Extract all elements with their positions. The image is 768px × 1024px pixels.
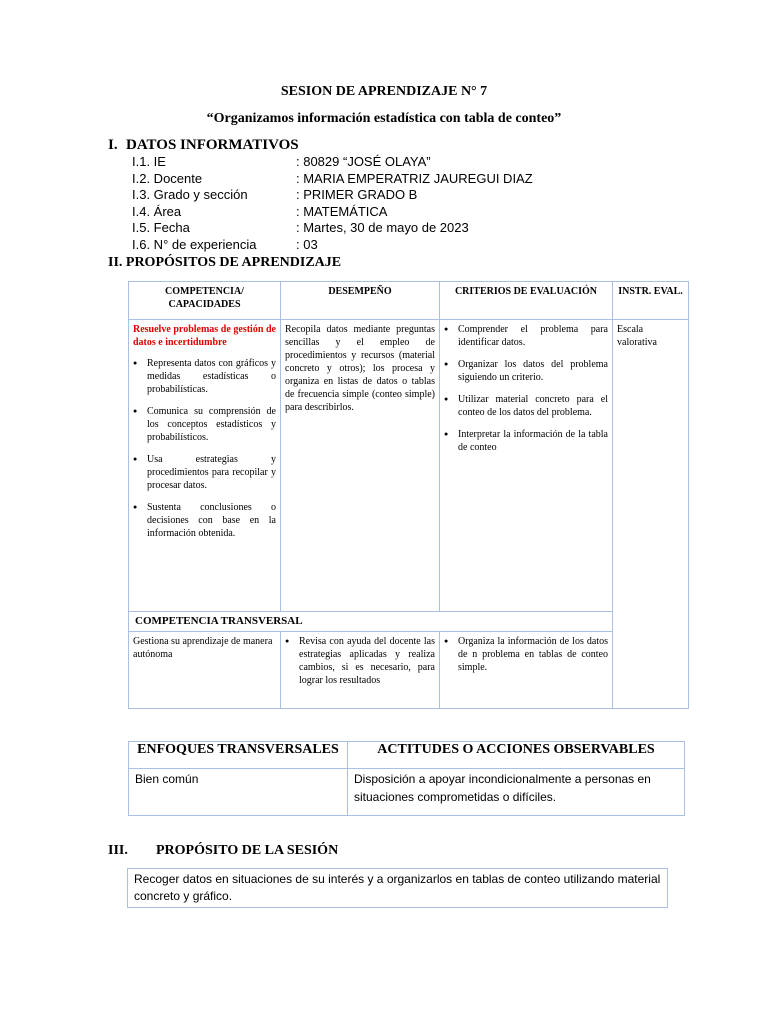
- datos-key: I.3. Grado y sección: [132, 187, 248, 203]
- datos-value: : PRIMER GRADO B: [296, 187, 418, 203]
- capacidades-list: [133, 357, 276, 540]
- proposito-sesion-box: Recoger datos en situaciones de su interés y a organizarlos en tablas de conteo utilizando material concreto y gráfico.: [127, 868, 668, 908]
- transversal-row: [129, 632, 689, 709]
- instrumento-cell: Escala valorativa: [613, 320, 689, 709]
- transversal-desempeno-list: [285, 635, 435, 687]
- page-title: SESION DE APRENDIZAJE N° 7: [280, 84, 488, 99]
- page-subtitle: “Organizamos información estadística con tabla de conteo”: [206, 111, 562, 126]
- enfoques-header-row: [129, 742, 685, 769]
- transversal-header-row: [129, 612, 689, 632]
- desempeno-cell: Recopila datos mediante preguntas sencillas y el empleo de procedimientos y recursos (material concreto y otros); los procesa y organiza en listas de datos o tablas de frecuencia simple (conteo simple) para describirlos.: [281, 320, 440, 612]
- transversal-criterio-item: ● Organiza la información de los datos de n problema en tablas de conteo simple.: [444, 635, 608, 674]
- section-3-title: PROPÓSITO DE LA SESIÓN: [156, 843, 339, 858]
- datos-key: I.5. Fecha: [132, 220, 190, 236]
- header-criterios: CRITERIOS DE EVALUACIÓN: [440, 282, 613, 320]
- criterio-item: ● Organizar los datos del problema siguiendo un criterio.: [444, 358, 608, 384]
- propositos-header-row: [129, 282, 689, 320]
- transversal-desempeno-item: ● Revisa con ayuda del docente las estrategias aplicadas y realiza cambios, si es necesario, para lograr los resultados: [285, 635, 435, 687]
- datos-row-grado: [132, 187, 533, 204]
- capacidad-item: ● Representa datos con gráficos y medidas estadísticas o probabilísticas.: [133, 357, 276, 396]
- section-2-title: II. PROPÓSITOS DE APRENDIZAJE: [108, 255, 342, 270]
- datos-key: I.6. N° de experiencia: [132, 236, 257, 252]
- competencia-transversal-heading: COMPETENCIA TRANSVERSAL: [129, 612, 613, 632]
- transversal-competencia-cell: Gestiona su aprendizaje de manera autónoma: [129, 632, 281, 709]
- competencia-name: Resuelve problemas de gestión de datos e incertidumbre: [133, 324, 276, 348]
- competencia-cell: [129, 320, 281, 612]
- header-competencia: COMPETENCIA/ CAPACIDADES: [129, 282, 281, 320]
- datos-value: : Martes, 30 de mayo de 2023: [296, 220, 469, 236]
- section-3-number: III.: [108, 843, 128, 858]
- criterios-list: [444, 323, 608, 454]
- datos-row-experiencia: [132, 237, 533, 254]
- datos-row-area: [132, 204, 533, 221]
- datos-value: : 03: [296, 236, 318, 252]
- transversal-criterio-cell: [440, 632, 613, 709]
- propositos-table: [128, 281, 689, 709]
- criterio-item: ● Interpretar la información de la tabla de conteo: [444, 428, 608, 454]
- capacidad-item: ● Sustenta conclusiones o decisiones con base en la información obtenida.: [133, 501, 276, 540]
- datos-key: I.2. Docente: [132, 170, 203, 186]
- datos-row-ie: [132, 154, 533, 171]
- datos-value: : MARIA EMPERATRIZ JAUREGUI DIAZ: [296, 170, 533, 186]
- enfoque-cell: Bien común: [129, 769, 348, 816]
- criterio-item: ● Utilizar material concreto para el conteo de los datos del problema.: [444, 393, 608, 419]
- header-actitudes: ACTITUDES O ACCIONES OBSERVABLES: [348, 742, 685, 769]
- header-instrumento: INSTR. EVAL.: [613, 282, 689, 320]
- datos-key: I.4. Área: [132, 203, 182, 219]
- header-desempeno: DESEMPEÑO: [281, 282, 440, 320]
- datos-value: : 80829 “JOSÉ OLAYA”: [296, 154, 431, 169]
- datos-key: I.1. IE: [132, 154, 166, 169]
- transversal-desempeno-cell: [281, 632, 440, 709]
- section-1-title: DATOS INFORMATIVOS: [126, 137, 299, 153]
- enfoques-table: [128, 741, 685, 816]
- actitud-cell: Disposición a apoyar incondicionalmente a personas en situaciones comprometidas o difíciles.: [348, 769, 685, 816]
- datos-informativos-list: [132, 154, 533, 254]
- section-1-number: I.: [108, 137, 118, 153]
- section-1-heading: [108, 137, 299, 154]
- header-enfoques: ENFOQUES TRANSVERSALES: [129, 742, 348, 769]
- propositos-main-row: [129, 320, 689, 612]
- enfoques-row: [129, 769, 685, 816]
- datos-value: : MATEMÁTICA: [296, 203, 388, 219]
- datos-row-docente: [132, 171, 533, 188]
- capacidad-item: ● Usa estrategias y procedimientos para recopilar y procesar datos.: [133, 453, 276, 492]
- transversal-criterio-list: [444, 635, 608, 674]
- datos-row-fecha: [132, 220, 533, 237]
- capacidad-item: ● Comunica su comprensión de los conceptos estadísticos y probabilísticos.: [133, 405, 276, 444]
- criterio-item: ● Comprender el problema para identificar datos.: [444, 323, 608, 349]
- criterios-cell: [440, 320, 613, 612]
